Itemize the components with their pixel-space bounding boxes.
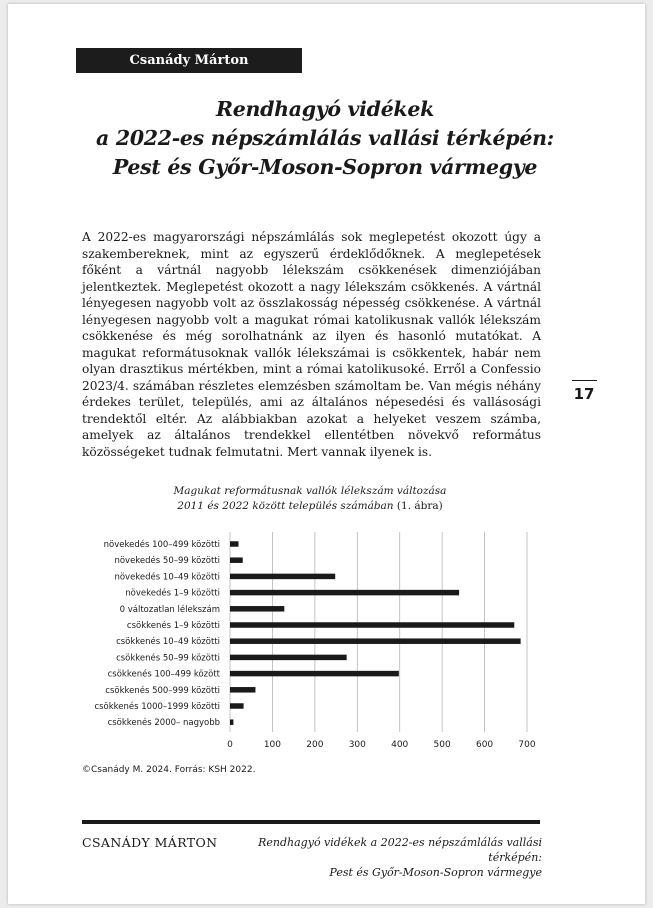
bar: [230, 719, 233, 725]
category-label: csökkenés 100–499 között: [107, 669, 220, 680]
bar: [230, 703, 244, 709]
category-label: csökkenés 1–9 közötti: [126, 621, 220, 631]
bar: [230, 541, 238, 547]
x-tick-label: 500: [433, 740, 451, 750]
figure-reference: (1. ábra): [396, 500, 443, 512]
footer-title-line-2: Pest és Győr-Moson-Sopron vármegye: [329, 866, 542, 879]
category-label: növekedés 100–499 közötti: [103, 540, 220, 550]
page-number: 17: [573, 385, 595, 403]
x-tick-label: 400: [391, 740, 409, 750]
chart-caption-line-1: Magukat reformátusnak vallók lélekszám változása: [173, 485, 447, 497]
category-label: csökkenés 50–99 közötti: [116, 653, 220, 664]
category-label: növekedés 10–49 közötti: [114, 572, 220, 583]
category-label: 0 változatlan lélekszám: [119, 604, 220, 615]
bar: [230, 655, 347, 661]
body-paragraph: A 2022-es magyarországi népszámlálás sok meglepetést okozott úgy a szakembereknek, mint az egyszerű érdeklődőknek. A meglepetések főként a vártnál nagyobb lélekszám csökkenések dimenziójában jelentkeztek. Meglepetést okozott a nagy lélekszám csökkenés. A vártnál lényegesen nagyobb volt az összlakosság népesség csökkenése. A vártnál lényegesen nagyobb volt a magukat római katolikusnak vallók lélekszám csökkenése és még sorolhatnánk az ilyen és hasonló mutatókat. A magukat reformátusoknak vallók lélekszámai is csökkentek, habár nem olyan drasztikus mértékben, mint a római katolikusoké. Erről a Confessio 2023/4. számában részletes elemzésben számoltam be. Van mégis néhány érdekes terület, település, ami az általános népesedési és vallásosági trendektől eltér. Az alábbiakban azokat a helyeket veszem számba, amelyek az általános trendekkel ellentétben növekvő református közösségeket tudnak felmutatni. Mert vannak ilyenek is.: [82, 230, 541, 459]
footer-title-line-1: Rendhagyó vidékek a 2022-es népszámlálás vallási térképén:: [258, 836, 542, 864]
x-tick-label: 100: [263, 740, 282, 750]
category-label: csökkenés 500–999 közötti: [105, 685, 220, 696]
bar: [230, 671, 399, 677]
footer-rule: [82, 820, 540, 824]
category-label: csökkenés 1000–1999 közötti: [94, 702, 220, 712]
bar: [230, 638, 521, 644]
bar-chart: [80, 528, 550, 758]
chart-source: ©Csanády M. 2024. Forrás: KSH 2022.: [82, 765, 256, 775]
x-tick-label: 700: [518, 740, 536, 750]
chart-caption-line-2: 2011 és 2022 között település számában: [177, 500, 394, 512]
bar: [230, 687, 255, 693]
bar: [230, 606, 284, 612]
title-line-2: a 2022-es népszámlálás vallási térképén:: [96, 126, 554, 150]
x-tick-label: 300: [348, 740, 366, 750]
x-tick-label: 600: [475, 740, 494, 750]
category-label: csökkenés 10–49 közötti: [116, 637, 220, 648]
title-line-3: Pest és Győr-Moson-Sopron vármegye: [112, 155, 538, 179]
bar: [230, 590, 459, 596]
category-label: növekedés 50–99 közötti: [114, 556, 220, 567]
bar: [230, 557, 243, 563]
category-label: csökkenés 2000– nagyobb: [107, 718, 220, 729]
x-tick-label: 200: [306, 740, 324, 750]
x-tick-label: 0: [227, 740, 233, 750]
article-title: [60, 95, 590, 182]
chart-caption: [120, 484, 500, 514]
footer-title: [220, 835, 542, 880]
bar: [230, 622, 514, 628]
bar: [230, 574, 335, 580]
author-banner: Csanády Márton: [76, 48, 302, 73]
footer-author: CSANÁDY MÁRTON: [82, 835, 218, 850]
category-label: növekedés 1–9 közötti: [125, 588, 220, 599]
page-number-rule: [572, 380, 597, 381]
title-line-1: Rendhagyó vidékek: [216, 97, 434, 121]
